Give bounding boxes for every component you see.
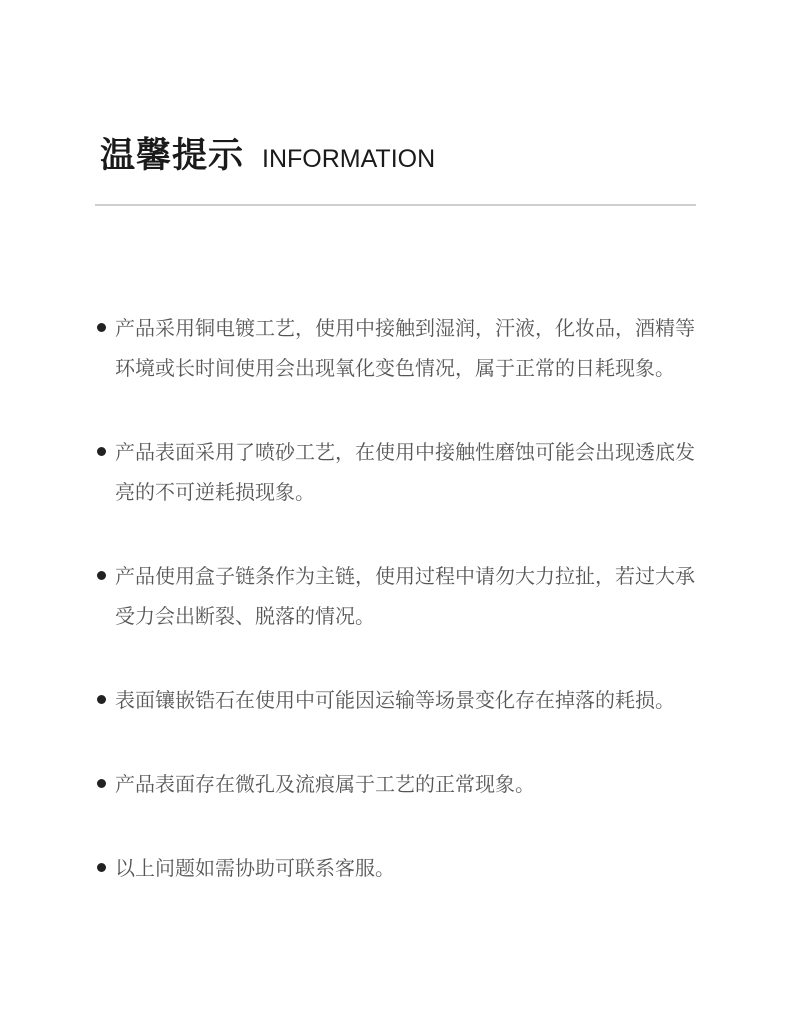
- notice-item: [95, 308, 695, 388]
- page-subtitle: INFORMATION: [262, 145, 436, 173]
- notice-text: 以上问题如需协助可联系客服。: [115, 856, 395, 880]
- notice-item: [95, 680, 695, 720]
- bullet-icon: [97, 323, 106, 332]
- page-header: [100, 128, 435, 178]
- notice-item: [95, 432, 695, 512]
- notice-text: 产品表面采用了喷砂工艺，在使用中接触性磨蚀可能会出现透底发亮的不可逆耗损现象。: [115, 440, 695, 504]
- bullet-icon: [97, 571, 106, 580]
- notice-item: [95, 848, 695, 888]
- notice-item: [95, 764, 695, 804]
- bullet-icon: [97, 779, 106, 788]
- header-divider: [95, 204, 696, 206]
- notice-text: 表面镶嵌锆石在使用中可能因运输等场景变化存在掉落的耗损。: [115, 688, 675, 712]
- notice-list: [95, 308, 695, 888]
- notice-item: [95, 556, 695, 636]
- bullet-icon: [97, 863, 106, 872]
- notice-text: 产品表面存在微孔及流痕属于工艺的正常现象。: [115, 772, 535, 796]
- bullet-icon: [97, 447, 106, 456]
- notice-text: 产品使用盒子链条作为主链，使用过程中请勿大力拉扯，若过大承受力会出断裂、脱落的情况。: [115, 564, 695, 628]
- bullet-icon: [97, 695, 106, 704]
- notice-text: 产品采用铜电镀工艺，使用中接触到湿润，汗液，化妆品，酒精等环境或长时间使用会出现氧化变色情况，属于正常的日耗现象。: [115, 316, 695, 380]
- page-title: 温馨提示: [100, 136, 245, 176]
